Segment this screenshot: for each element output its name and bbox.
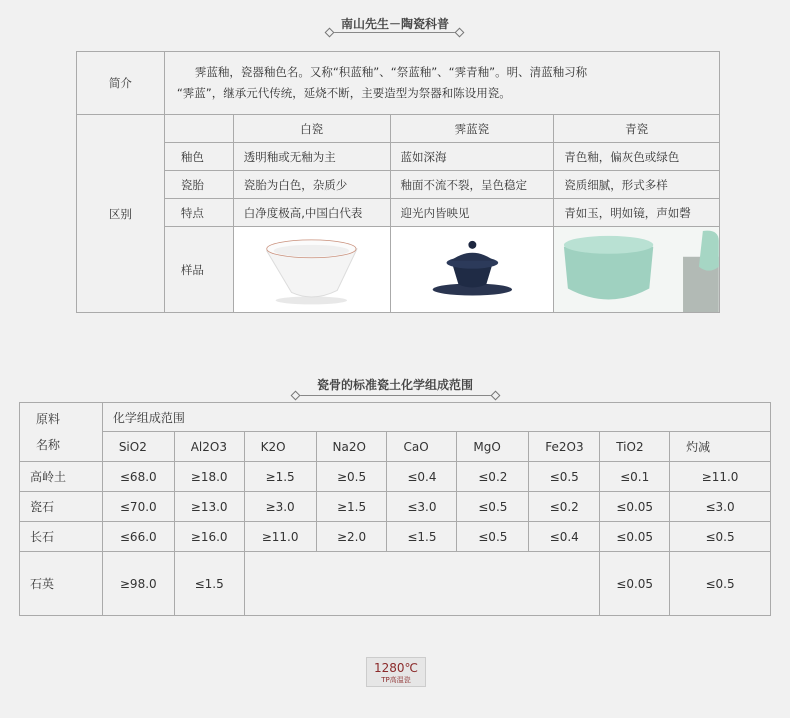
column-header: 白瓷 [233, 115, 390, 143]
table-cell: ≤0.05 [600, 492, 670, 522]
row-name: 高岭土 [20, 462, 103, 492]
table-row [77, 143, 720, 171]
row-label: 样品 [164, 227, 233, 313]
table-cell: 透明釉或无釉为主 [233, 143, 390, 171]
sample-row [77, 227, 720, 313]
table-cell: ≤1.5 [387, 522, 457, 552]
brand-logo [366, 657, 426, 687]
corner-cell [164, 115, 233, 143]
section1-title: 南山先生－陶瓷科普 [340, 17, 449, 31]
logo-sub-text: TP高温瓷 [381, 676, 411, 684]
celadon-cup-image [554, 227, 720, 313]
table-cell: ≥2.0 [316, 522, 387, 552]
group-header: 化学组成范围 [102, 403, 770, 432]
table-cell: ≤0.4 [529, 522, 600, 552]
section2-title: 瓷骨的标准瓷土化学组成范围 [316, 378, 473, 392]
table-cell: 釉面不流不裂，呈色稳定 [390, 171, 554, 199]
row-label: 瓷胎 [164, 171, 233, 199]
table-cell: ≥11.0 [244, 522, 316, 552]
table-row [20, 552, 771, 616]
intro-row [77, 52, 720, 115]
section1-title-wrap [0, 15, 790, 32]
intro-line-2: “霁蓝”，继承元代传统，延烧不断，主要造型为祭器和陈设用瓷。 [176, 86, 511, 100]
section2-title-wrap [0, 376, 790, 393]
table-cell: ≤70.0 [102, 492, 174, 522]
table-cell: ≥13.0 [174, 492, 244, 522]
table-cell: ≤1.5 [174, 552, 244, 616]
raw-material-header [20, 403, 103, 462]
table-cell: ≥16.0 [174, 522, 244, 552]
diff-label: 区别 [77, 115, 165, 313]
component-header: K2O [244, 432, 316, 462]
column-header: 青瓷 [554, 115, 720, 143]
row-name: 瓷石 [20, 492, 103, 522]
table-row [20, 522, 771, 552]
component-header: CaO [387, 432, 457, 462]
row-label: 特点 [164, 199, 233, 227]
table-cell: ≥3.0 [244, 492, 316, 522]
component-header: Fe2O3 [529, 432, 600, 462]
divider [330, 32, 458, 33]
divider [296, 395, 494, 396]
table-cell: ≤3.0 [387, 492, 457, 522]
row-label: 釉色 [164, 143, 233, 171]
component-header: SiO2 [102, 432, 174, 462]
table-cell: ≤0.2 [529, 492, 600, 522]
row-name: 石英 [20, 552, 103, 616]
raw-header-line-1: 原料 [36, 412, 61, 426]
table-cell: ≤0.5 [457, 492, 529, 522]
table-cell: ≤66.0 [102, 522, 174, 552]
table-cell: ≤0.05 [600, 552, 670, 616]
table-cell: ≤0.05 [600, 522, 670, 552]
component-header: TiO2 [600, 432, 670, 462]
component-header: 灼减 [670, 432, 771, 462]
table-cell: ≤0.2 [457, 462, 529, 492]
table-cell: ≤0.4 [387, 462, 457, 492]
table-row [20, 492, 771, 522]
table-cell: ≤0.5 [670, 522, 771, 552]
table-cell: 蓝如深海 [390, 143, 554, 171]
table-cell: 白净度极高,中国白代表 [233, 199, 390, 227]
porcelain-comparison-table [76, 51, 720, 313]
intro-line-1: 霁蓝釉，瓷器釉色名。又称“积蓝釉”、“祭蓝釉”、“霁青釉”。明、清蓝釉习称 [194, 65, 588, 79]
white-bowl-image [233, 227, 390, 313]
table-cell: ≥98.0 [102, 552, 174, 616]
table-cell: ≤3.0 [670, 492, 771, 522]
table-cell: ≥0.5 [316, 462, 387, 492]
table-row [20, 462, 771, 492]
intro-text [164, 52, 719, 115]
logo-main-text: 1280℃ [373, 661, 418, 675]
chemical-composition-table [19, 402, 771, 616]
table-row [77, 199, 720, 227]
component-header: Al2O3 [174, 432, 244, 462]
component-header: MgO [457, 432, 529, 462]
blue-gaiwan-image [390, 227, 554, 313]
raw-header-line-2: 名称 [36, 438, 61, 452]
component-header: Na2O [316, 432, 387, 462]
table-cell: ≤0.5 [457, 522, 529, 552]
table-cell: 青色釉，偏灰色或绿色 [554, 143, 720, 171]
table-cell: ≤68.0 [102, 462, 174, 492]
table-cell: ≤0.5 [670, 552, 771, 616]
table-cell: ≥1.5 [244, 462, 316, 492]
intro-label: 简介 [77, 52, 165, 115]
group-header-row [20, 403, 771, 432]
table-cell: ≥18.0 [174, 462, 244, 492]
column-header: 霁蓝瓷 [390, 115, 554, 143]
table-cell: ≤0.1 [600, 462, 670, 492]
table-row [77, 171, 720, 199]
empty-cell [244, 552, 600, 616]
table-cell: ≥1.5 [316, 492, 387, 522]
table-cell: 瓷胎为白色，杂质少 [233, 171, 390, 199]
table-cell: ≤0.5 [529, 462, 600, 492]
row-name: 长石 [20, 522, 103, 552]
column-header-row [77, 115, 720, 143]
table-cell: 青如玉，明如镜，声如磬 [554, 199, 720, 227]
table-cell: 瓷质细腻，形式多样 [554, 171, 720, 199]
table-cell: ≥11.0 [670, 462, 771, 492]
component-header-row [20, 432, 771, 462]
table-cell: 迎光内皆映见 [390, 199, 554, 227]
